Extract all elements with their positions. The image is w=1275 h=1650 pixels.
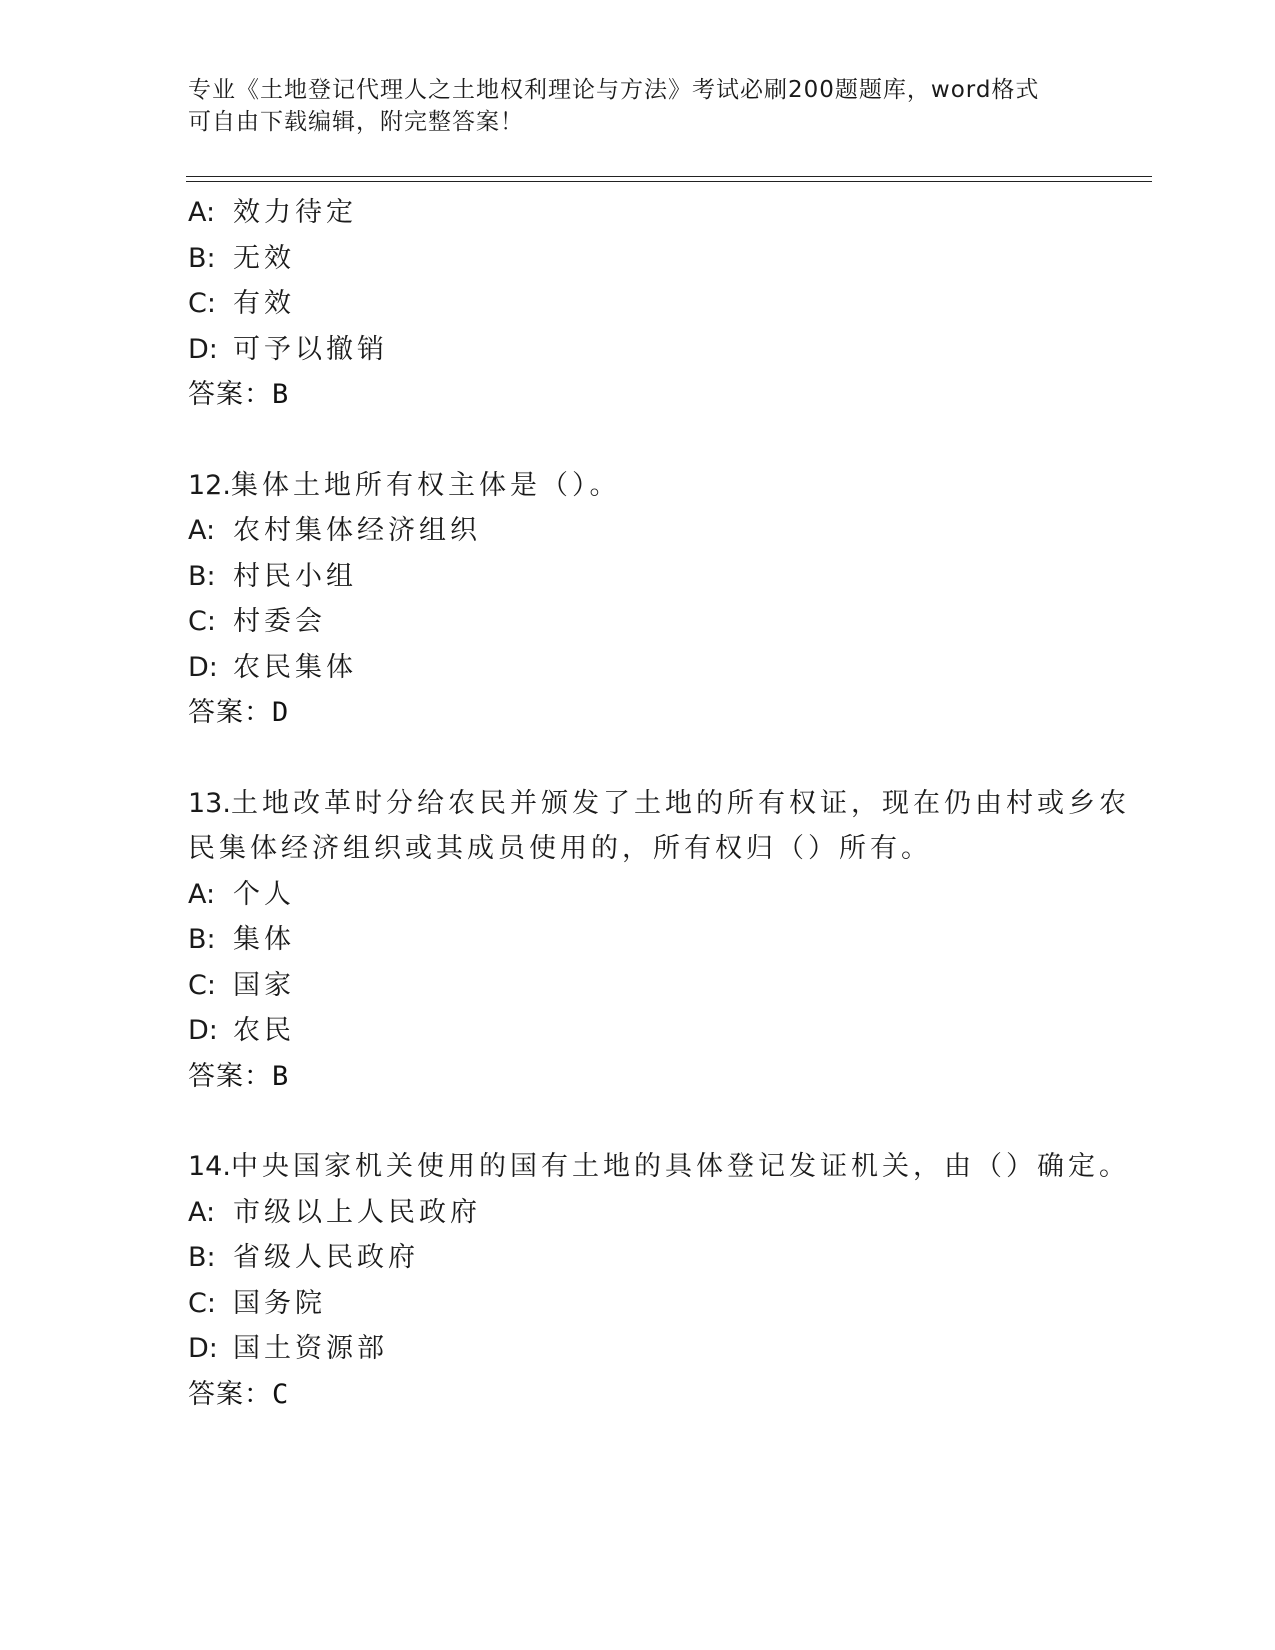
option-letter: B: — [188, 560, 216, 592]
option-a — [188, 190, 1148, 236]
answer-line — [188, 1372, 1148, 1418]
option-text: 可予以撤销 — [233, 333, 388, 365]
question-number: 12. — [188, 469, 231, 501]
option-a — [188, 1190, 1148, 1236]
option-a — [188, 508, 1148, 554]
option-letter: B: — [188, 924, 216, 955]
answer-line — [188, 372, 1148, 418]
question-stem — [188, 463, 1148, 509]
option-text: 农民集体 — [233, 651, 357, 683]
answer-value: D — [272, 697, 290, 728]
spacer — [188, 1099, 1148, 1144]
option-letter: C: — [188, 288, 216, 319]
option-letter: D: — [188, 333, 218, 365]
option-d — [188, 1008, 1148, 1054]
question-stem-continued: 民集体经济组织或其成员使用的，所有权归（）所有。 — [188, 833, 932, 864]
option-text: 村民小组 — [233, 560, 357, 592]
question-list — [188, 190, 1148, 1417]
option-letter: C: — [188, 606, 216, 637]
option-letter: A: — [188, 878, 216, 910]
option-text: 国务院 — [233, 1287, 326, 1319]
question-stem — [188, 781, 1148, 827]
option-b — [188, 917, 1148, 963]
option-b — [188, 1235, 1148, 1281]
option-text: 国家 — [233, 969, 295, 1001]
option-letter: B: — [188, 242, 216, 274]
spacer — [188, 736, 1148, 781]
header-divider-top — [186, 176, 1152, 177]
option-c — [188, 963, 1148, 1009]
answer-value: B — [272, 1060, 290, 1092]
option-d — [188, 1326, 1148, 1372]
option-letter: C: — [188, 1287, 216, 1319]
option-text: 无效 — [233, 242, 295, 274]
answer-line — [188, 1054, 1148, 1100]
option-c — [188, 1281, 1148, 1327]
option-letter: D: — [188, 651, 218, 683]
option-letter: A: — [188, 197, 216, 228]
answer-label: 答案： — [188, 1060, 272, 1092]
option-letter: B: — [188, 1242, 216, 1273]
question-text: 中央国家机关使用的国有土地的具体登记发证机关，由（）确定。 — [230, 1151, 1130, 1182]
question-text: 集体土地所有权主体是（）。 — [230, 469, 621, 501]
answer-label: 答案： — [188, 697, 272, 728]
answer-value: B — [272, 379, 290, 410]
option-b — [188, 554, 1148, 600]
option-text: 集体 — [233, 924, 295, 955]
option-d — [188, 327, 1148, 373]
option-text: 省级人民政府 — [233, 1242, 419, 1273]
header-divider-bottom — [186, 181, 1152, 182]
option-d — [188, 645, 1148, 691]
question-13 — [188, 781, 1148, 1100]
option-c — [188, 281, 1148, 327]
header-line-1: 专业《土地登记代理人之土地权利理论与方法》考试必刷200题题库，word格式 — [188, 77, 1040, 103]
option-letter: D: — [188, 1015, 218, 1046]
option-text: 国土资源部 — [233, 1333, 388, 1364]
question-14 — [188, 1144, 1148, 1417]
question-number: 14. — [188, 1151, 231, 1182]
header-line-2: 可自由下载编辑，附完整答案！ — [188, 109, 524, 135]
option-a — [188, 872, 1148, 918]
question-stem — [188, 1144, 1148, 1190]
document-header — [188, 74, 1088, 138]
option-text: 市级以上人民政府 — [233, 1196, 481, 1228]
option-text: 农村集体经济组织 — [233, 515, 481, 546]
question-text: 土地改革时分给农民并颁发了土地的所有权证，现在仍由村或乡农 — [230, 787, 1130, 819]
option-letter: A: — [188, 1196, 216, 1228]
answer-label: 答案： — [188, 1378, 272, 1410]
option-c — [188, 599, 1148, 645]
option-text: 个人 — [233, 878, 295, 910]
question-11-options — [188, 190, 1148, 418]
question-12 — [188, 463, 1148, 736]
answer-label: 答案： — [188, 379, 272, 410]
option-letter: A: — [188, 515, 216, 546]
option-text: 村委会 — [233, 606, 326, 637]
spacer — [188, 418, 1148, 463]
answer-line — [188, 690, 1148, 736]
option-letter: D: — [188, 1333, 218, 1364]
option-letter: C: — [188, 969, 216, 1001]
option-text: 效力待定 — [233, 197, 357, 228]
question-number: 13. — [188, 787, 231, 819]
option-text: 有效 — [233, 288, 295, 319]
option-b — [188, 236, 1148, 282]
option-text: 农民 — [233, 1015, 295, 1046]
answer-value: C — [272, 1378, 290, 1410]
